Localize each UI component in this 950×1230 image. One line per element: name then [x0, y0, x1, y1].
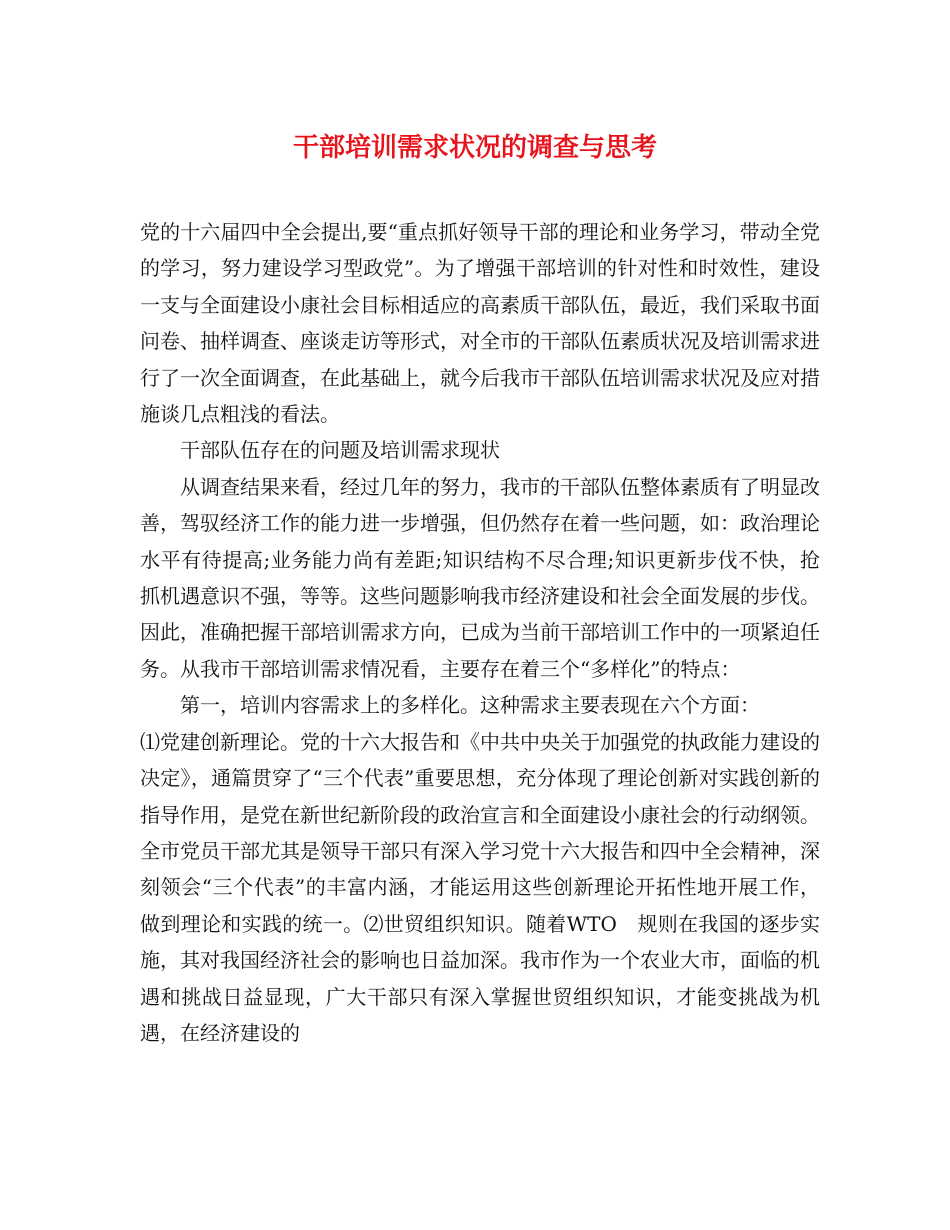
paragraph-first-point: 第一，培训内容需求上的多样化。这种需求主要表现在六个方面： [180, 693, 760, 718]
document-body [140, 214, 820, 1051]
paragraph-survey-results: 从调查结果来看，经过几年的努力，我市的干部队伍整体素质有了明显改善，驾驭经济工作的能力进一步增强，但仍然存在着一些问题，如：政治理论水平有待提高;业务能力尚有差距;知识结构不尽合理;知识更新步伐不快，抢抓机遇意识不强，等等。这些问题影响我市经济建设和社会全面发展的步伐。因此，准确把握干部培训需求方向，已成为当前干部培训工作中的一项紧迫任务。从我市干部培训需求情况看，主要存在着三个“多样化”的特点： [140, 474, 820, 681]
section-heading: 干部队伍存在的问题及培训需求现状 [180, 438, 500, 463]
paragraph-content-items: ⑴党建创新理论。党的十六大报告和《中共中央关于加强党的执政能力建设的决定》，通篇贯穿了“三个代表”重要思想，充分体现了理论创新对实践创新的指导作用，是党在新世纪新阶段的政治宣言和全面建设小康社会的行动纲领。全市党员干部尤其是领导干部只有深入学习党十六大报告和四中全会精神，深刻领会“三个代表”的丰富内涵，才能运用这些创新理论开拓性地开展工作，做到理论和实践的统一。⑵世贸组织知识。随着WTO 规则在我国的逐步实施，其对我国经济社会的影响也日益加深。我市作为一个农业大市，面临的机遇和挑战日益显现，广大干部只有深入掌握世贸组织知识，才能变挑战为机遇，在经济建设的 [140, 729, 820, 1045]
paragraph-intro: 党的十六届四中全会提出,要“重点抓好领导干部的理论和业务学习，带动全党的学习，努力建设学习型政党”。为了增强干部培训的针对性和时效性，建设一支与全面建设小康社会目标相适应的高素质干部队伍，最近，我们采取书面问卷、抽样调查、座谈走访等形式，对全市的干部队伍素质状况及培训需求进行了一次全面调查，在此基础上，就今后我市干部队伍培训需求状况及应对措施谈几点粗浅的看法。 [140, 220, 820, 427]
document-title: 干部培训需求状况的调查与思考 [292, 133, 657, 163]
